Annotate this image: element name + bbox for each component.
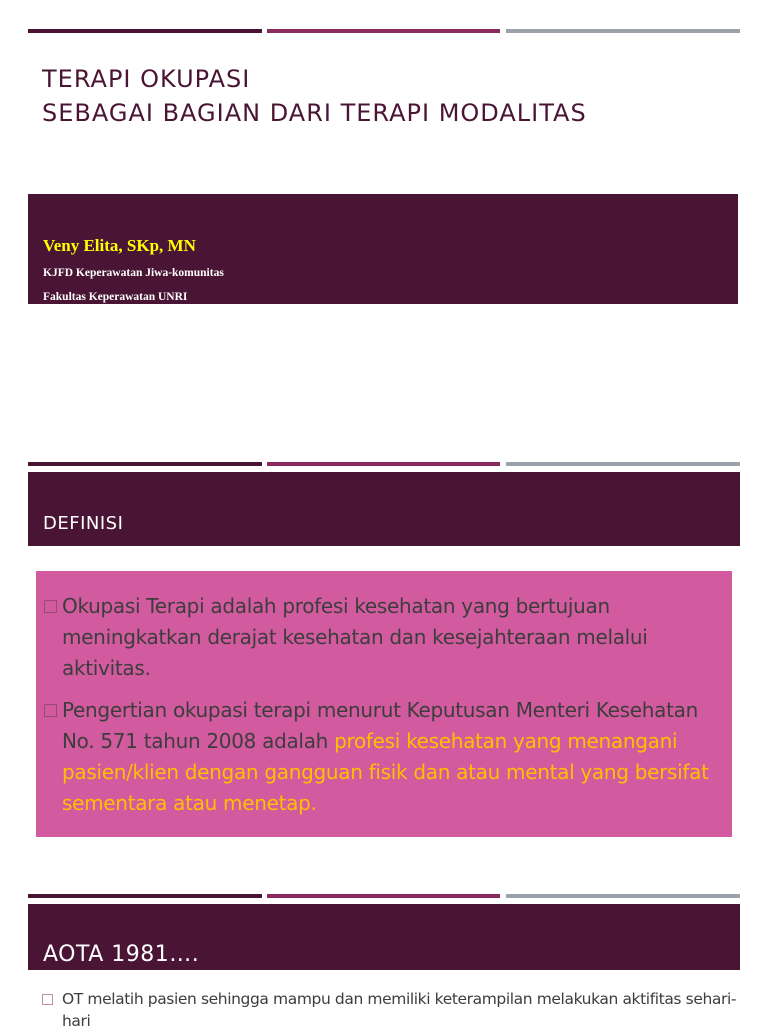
slide1-title-line1: TERAPI OKUPASI — [42, 65, 251, 93]
definisi-title: DEFINISI — [43, 513, 124, 534]
definisi-bullet-2-plain: Pengertian okupasi terapi menurut Keputusan Menteri Kesehatan No. 571 tahun 2008 adalah — [62, 698, 698, 753]
definisi-bullet-2-text — [62, 695, 724, 819]
author-box — [28, 194, 738, 304]
square-bullet-icon — [44, 600, 57, 613]
author-dept: KJFD Keperawatan Jiwa-komunitas — [43, 267, 224, 279]
slide3-rule-maroon — [28, 894, 262, 898]
slide2-rule-maroon — [28, 462, 262, 466]
slide1-rule-gray — [506, 29, 740, 33]
aota-bullet-1-text: OT melatih pasien sehingga mampu dan memiliki keterampilan melakukan aktifitas sehari-hari — [62, 990, 737, 1030]
slide2-rule-gray — [506, 462, 740, 466]
definisi-bullet-2-highlight: profesi kesehatan yang menangani pasien/klien dengan gangguan fisik dan atau mental yang bersifat sementara atau menetap. — [62, 729, 709, 815]
slide1-rule-maroon — [28, 29, 262, 33]
square-bullet-icon — [42, 994, 53, 1005]
author-faculty: Fakultas Keperawatan UNRI — [43, 291, 188, 303]
slide3-rule-gray — [506, 894, 740, 898]
slide2-rule-magenta — [267, 462, 500, 466]
slide1-rule-magenta — [267, 29, 500, 33]
definisi-bullet-1-text: Okupasi Terapi adalah profesi kesehatan yang bertujuan meningkatkan derajat kesehatan dan kesejahteraan melalui aktivitas. — [62, 594, 648, 680]
slide3-rule-magenta — [267, 894, 500, 898]
square-bullet-icon — [44, 704, 57, 717]
definisi-content-box — [36, 571, 732, 837]
slide1-title — [42, 62, 587, 130]
slide1-title-line2: SEBAGAI BAGIAN DARI TERAPI MODALITAS — [42, 99, 587, 127]
aota-header — [28, 904, 740, 970]
aota-title: AOTA 1981…. — [43, 942, 200, 967]
definisi-header — [28, 472, 740, 546]
author-name: Veny Elita, SKp, MN — [43, 236, 196, 255]
